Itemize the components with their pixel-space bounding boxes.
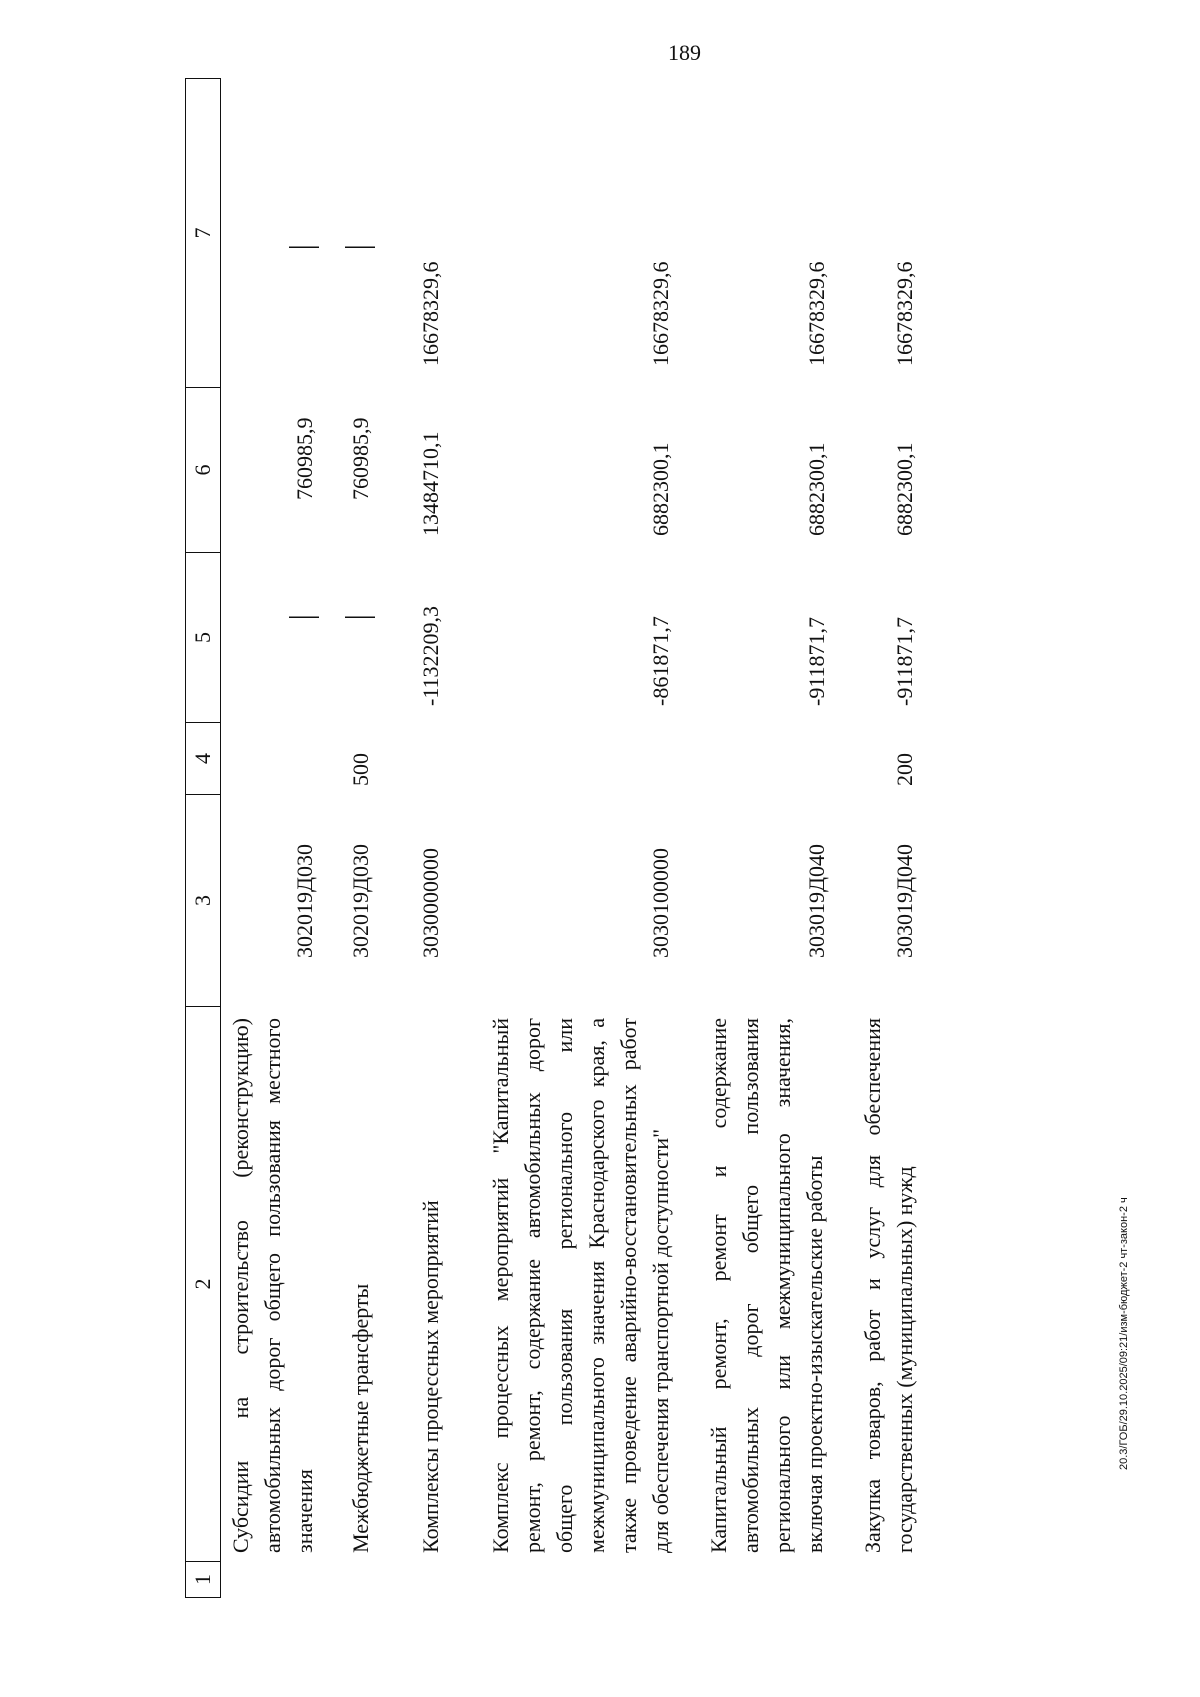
row-description: Субсидии на строительство (реконструкцию) автомобильных дорог общего пользования местного значения xyxy=(228,1018,317,1553)
header-col-6: 6 xyxy=(185,387,221,553)
dash-icon xyxy=(345,616,375,618)
row-col6: 6882300,1 xyxy=(804,442,829,536)
row-code: 303019Д040 xyxy=(892,843,917,958)
header-col-7: 7 xyxy=(185,78,221,388)
document-footer: 20.3/ГОБ/29.10.2025/09:21/изм-бюджет-2 чт-закон-2 ч xyxy=(1118,1197,1130,1470)
row-description: Комплексы процессных мероприятий xyxy=(418,1200,443,1553)
row-col7: 16678329,6 xyxy=(804,261,829,366)
header-col-4: 4 xyxy=(185,722,221,795)
row-col7: 16678329,6 xyxy=(648,261,673,366)
table-header xyxy=(185,78,221,1598)
row-col5 xyxy=(289,616,328,618)
row-col7: 16678329,6 xyxy=(892,261,917,366)
row-col6: 6882300,1 xyxy=(648,442,673,536)
row-code: 303019Д040 xyxy=(804,843,829,958)
row-description: Закупка товаров, работ и услуг для обеспечения государственных (муниципальных) нужд xyxy=(860,1018,917,1553)
row-code: 3030100000 xyxy=(648,848,673,958)
row-col6: 760985,9 xyxy=(348,417,373,500)
dash-icon xyxy=(345,246,375,248)
row-col5: -861871,7 xyxy=(648,616,673,706)
row-col5: -911871,7 xyxy=(892,616,917,706)
page-number: 189 xyxy=(668,40,701,65)
dash-icon xyxy=(289,246,319,248)
row-description: Межбюджетные трансферты xyxy=(348,1283,373,1553)
row-col5: -1132209,3 xyxy=(418,605,443,706)
row-col6: 760985,9 xyxy=(292,417,317,500)
budget-table xyxy=(185,8,985,1598)
row-kind: 500 xyxy=(348,753,373,786)
row-col6: 6882300,1 xyxy=(892,442,917,536)
row-col5: -911871,7 xyxy=(804,616,829,706)
header-col-2: 2 xyxy=(185,1006,221,1562)
row-col5 xyxy=(345,616,384,618)
row-code: 3030000000 xyxy=(418,848,443,958)
row-kind: 200 xyxy=(892,753,917,786)
header-col-1: 1 xyxy=(185,1561,221,1598)
row-code: 302019Д030 xyxy=(348,843,373,958)
header-col-3: 3 xyxy=(185,794,221,1007)
header-col-5: 5 xyxy=(185,552,221,723)
row-description: Капитальный ремонт, ремонт и содержание автомобильных дорог общего пользования регионального или межмуниципального значения, включая проектно-изыскательские работы xyxy=(706,1018,827,1553)
dash-icon xyxy=(289,616,319,618)
row-col7 xyxy=(289,246,328,248)
row-col7: 16678329,6 xyxy=(418,261,443,366)
row-col6: 13484710,1 xyxy=(418,431,443,536)
row-description: Комплекс процессных мероприятий "Капитальный ремонт, ремонт, содержание автомобильных дорог общего пользования регионального или межмуниципального значения Краснодарского края, а также проведение аварийно-восстановительных работ для обеспечения транспортной доступности" xyxy=(488,1018,673,1553)
row-code: 302019Д030 xyxy=(292,843,317,958)
row-col7 xyxy=(345,246,384,248)
